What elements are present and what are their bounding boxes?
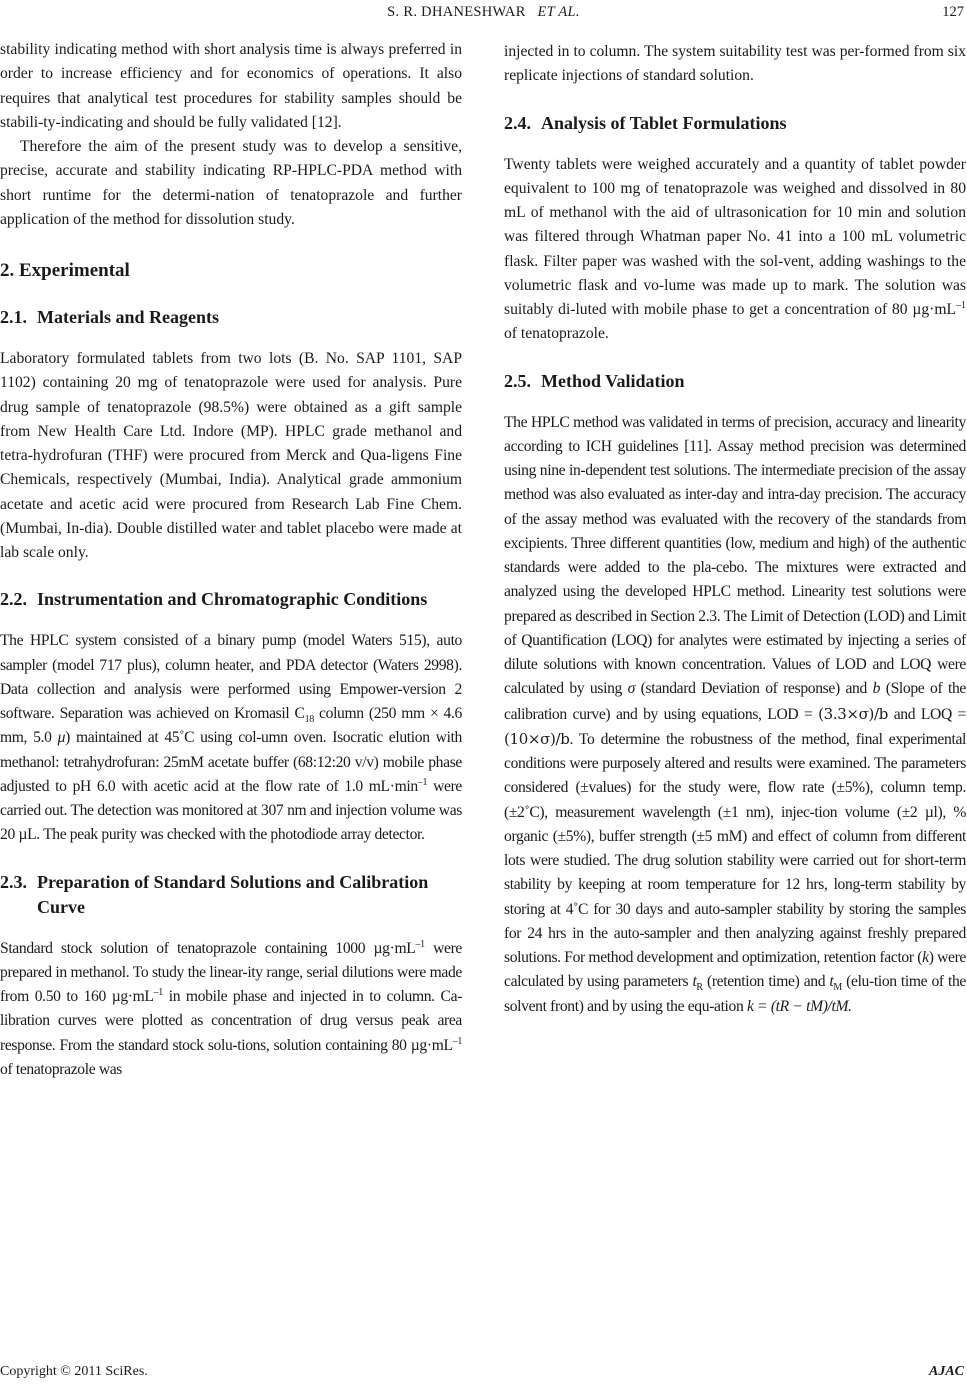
paragraph-tablet-analysis: Twenty tablets were weighed accurately and a quantity of tablet powder equivalent to 100 mg of tenatoprazole was weighed and dissolved in 80 mL of methanol with the aid of ultrasonication for 10 min and solution was filtered through Whatman paper No. 41 into a 100 mL volumetric flask. Filter paper was washed with the sol-vent, adding washings to the volumetric flask and vo-lume was made up to mark. The solution was suitably di-luted with mobile phase to get a concentration of 80 $\mu g\cdot mL^{-1}$ of tenatoprazole. <box>504 155 966 343</box>
equation-lod: (3.3×σ)/b <box>818 704 888 723</box>
running-head-authors: S. R. DHANESHWAR ET AL. <box>387 4 580 20</box>
copyright-notice: Copyright © 2011 SciRes. <box>0 1364 148 1379</box>
subsection-heading-materials: 2.1. Materials and Reagents <box>0 307 219 327</box>
equation-loq: (10×σ)/b <box>504 729 570 748</box>
subsection-heading-tablet-analysis: 2.4. Analysis of Tablet Formulations <box>504 112 787 133</box>
paragraph-standard-solutions: Standard stock solution of tenatoprazole containing 1000 $\mu g\cdot mL^{-1}$ were prepared in methanol. To study the linear-ity range, serial dilutions were made from 0.50 to 160 $\mu g\cdot mL^{-1}$ in mobile phase and injected in to column. Ca-libration curves were plotted as concentration of drug versus peak area response. From the standard stock solu-tions, solution containing 80 $\mu g\cdot mL^{-1}$ of tenatoprazole was <box>0 938 462 1078</box>
paragraph-intro-continued: stability indicating method with short analysis time is always preferred in order to increase efficiency and for economics of operations. It also requires that analytical test procedures for stability samples should be stabili-ty-indicating and should be fully validated [12]. <box>0 41 462 131</box>
paragraph-method-validation: The HPLC method was validated in terms of precision, accuracy and linearity according to ICH guidelines [11]. Assay method precision was determined using nine in-dependent test solutions. The intermediate precision of the assay method was also evaluated as inter-day and intra-day precision. The accuracy of the assay method was evaluated with the recovery of the standards from excipients. Three different quantities (low, medium and high) of the authentic standards were added to the pla-cebo. The mixtures were extracted and analyzed using the developed HPLC method. Linearity test solutions were prepared as described in Section 2.3. The Limit of Detection (LOD) and Limit of Quantification (LOQ) for analytes were estimated by injecting a series of dilute solutions with known concentration. Values of LOD and LOQ were calculated by using σ (standard Deviation of response) and b (Slope of the calibration curve) and by using equations, LOD = (3.3×σ)/b and LOQ = (10×σ)/b. To determine the robustness of the method, final experimental conditions were purposely altered and results were examined. The parameters considered (±values) for the study were, flow rate (±5%), column temp. (±2˚C), measurement wavelength (±1 nm), injec-tion volume (±2 µl), % organic (±5%), buffer strength (±5 mM) and effect of column from different lots were studied. The drug solution stability were carried out for short-term stability by keeping at room temperature for 12 hrs, long-term stability by storing at 4˚C for 30 days and auto-sampler stability by storing the samples for 24 hrs in the auto-sampler and then analyzing against freshly prepared solutions. For method development and optimization, retention factor (k) were calculated by using parameters $t_R$ (retention time) and $t_M$ (elu-tion time of the solvent front) and by using the equ-ation k = (tR − tM)/tM. <box>504 413 966 1015</box>
paragraph-aim: Therefore the aim of the present study was to develop a sensitive, precise, accurate and stability indicating RP-HPLC-PDA method with short runtime for the determi-nation of tenatoprazole and further application of the method for dissolution study. <box>0 138 462 228</box>
section-heading-experimental: 2. Experimental <box>0 260 130 281</box>
paragraph-instrumentation: The HPLC system consisted of a binary pump (model Waters 515), auto sampler (model 717 plus), column heater, and PDA detector (Waters 2998). Data collection and analysis were performed using Empower-version 2 software. Separation was achieved on Kromasil $C_{18}$ column (250 mm × 4.6 mm, 5.0 μ) maintained at 45˚C using col-umn oven. Isocratic elution with methanol: tetrahydrofuran: 25mM acetate buffer (68:12:20 v/v) mobile phase adjusted to pH 6.0 with acetic acid at the flow rate of 1.0 $mL\cdot\min^{-1}$ were carried out. The detection was monitored at 307 nm and injection volume was 20 µL. The peak purity was checked with the photodiode array detector. <box>0 632 462 844</box>
page-number: 127 <box>942 4 964 20</box>
journal-abbrev: AJAC <box>928 1364 964 1379</box>
left-column <box>0 38 462 1082</box>
subsection-heading-instrumentation: 2.2. Instrumentation and Chromatographic Conditions <box>0 589 428 610</box>
subsection-heading-standard-solutions: 2.3. Preparation of Standard Solutions and Calibration Curve <box>0 871 429 917</box>
running-header <box>0 4 967 26</box>
right-column <box>504 40 966 1019</box>
subsection-heading-method-validation: 2.5. Method Validation <box>504 370 685 391</box>
paragraph-materials: Laboratory formulated tablets from two lots (B. No. SAP 1101, SAP 1102) containing 20 mg of tenatoprazole were used for analysis. Pure drug sample of tenatoprazole (98.5%) were obtained as a gift sample from New Health Care Ltd. Indore (MP). HPLC grade methanol and tetra-hydrofuran (THF) were procured from Merck and Qua-ligens Fine Chemicals, respectively (Mumbai, India). Analytical grade ammonium acetate and acetic acid were procured from Research Lab Fine Chem. (Mumbai, In-dia). Double distilled water and tablet placebo were made at lab scale only. <box>0 350 462 561</box>
paragraph-system-suitability: injected in to column. The system suitability test was per-formed from six replicate injections of standard solution. <box>504 43 966 85</box>
equation-retention-factor: k = (tR − tM)/tM. <box>746 997 852 1015</box>
